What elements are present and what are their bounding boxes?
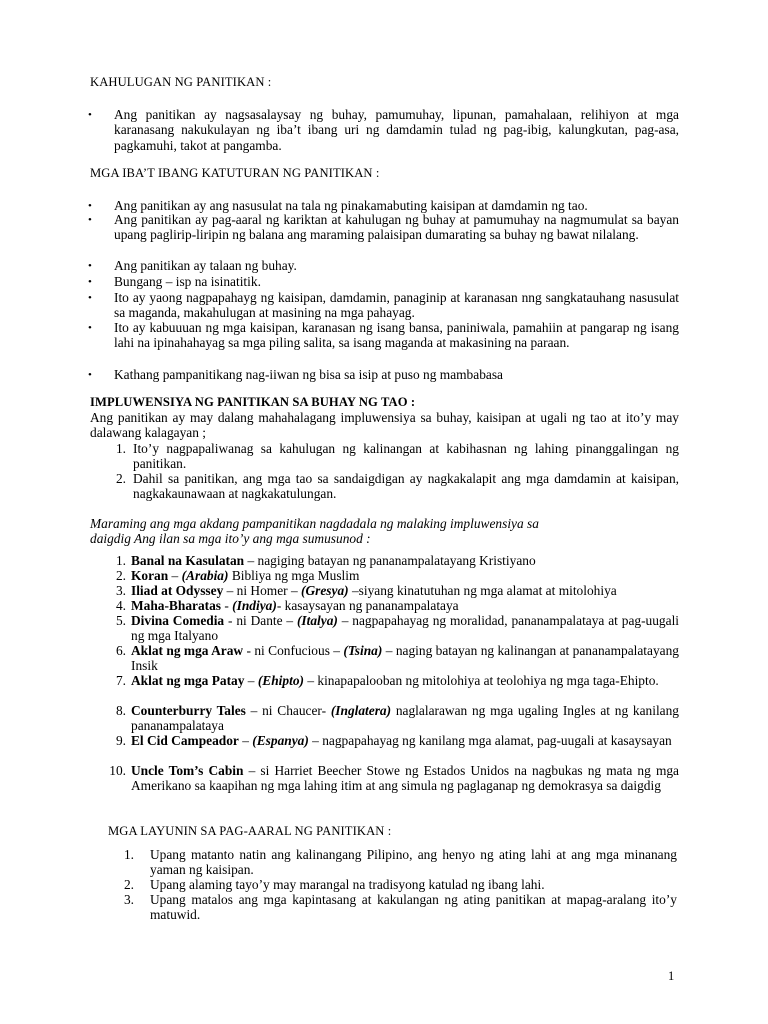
list-number: 4.	[115, 598, 126, 613]
akda-description: ni Confucious –	[254, 643, 344, 658]
list-number: 1.	[123, 847, 134, 862]
layunin-item: Upang matanto natin ang kalinangang Pilipino, ang henyo ng ating lahi at ang mga minanang yaman ng kaisipan.	[150, 847, 677, 878]
list-number: 8.	[115, 703, 126, 718]
akda-item	[131, 568, 679, 583]
list-number: 5.	[115, 613, 126, 628]
katuturan-item: Ang panitikan ay ang nasusulat na tala ng pinakamabuting kaisipan at damdamin ng tao.	[114, 198, 588, 213]
list-number: 6.	[115, 643, 126, 658]
akda-separator: -	[243, 643, 255, 658]
akda-origin: (Ehipto)	[257, 673, 304, 688]
akda-item	[131, 643, 679, 674]
akda-separator: –	[245, 703, 263, 718]
list-number: 1.	[115, 553, 126, 568]
akda-separator: –	[238, 733, 253, 748]
layunin-item: Upang alaming tayo’y may marangal na tradisyong katulad ng ibang lahi.	[150, 877, 545, 892]
akda-item	[131, 598, 679, 613]
akda-title: Maha-Bharatas	[131, 598, 222, 613]
heading-katuturan: MGA IBA’T IBANG KATUTURAN NG PANITIKAN :	[90, 166, 380, 180]
list-number: 9.	[115, 733, 126, 748]
akda-title: Iliad at Odyssey	[131, 583, 224, 598]
katuturan-item: Ang panitikan ay pag-aaral ng kariktan at kahulugan ng buhay at pamumuhay na nagmumulat sa bayan upang paglirip-liripin ng balana ang maraming palaisipan dumarating sa buhay ng bawat nilalang.	[114, 212, 679, 243]
layunin-item: Upang matalos ang mga kapintasang at kakulangan ng ating panitikan at mapag-aralang ito’y matuwid.	[150, 892, 677, 923]
bullet-icon: •	[88, 109, 92, 121]
list-number: 1.	[115, 441, 126, 456]
katuturan-item: Bungang – isp na isinatitik.	[114, 274, 261, 289]
akda-origin: (Espanya)	[252, 733, 309, 748]
list-number: 3.	[123, 892, 134, 907]
akda-item	[131, 763, 679, 794]
akda-origin: (Arabia)	[181, 568, 229, 583]
page-number: 1	[668, 969, 675, 983]
impluwensiya-intro: Ang panitikan ay may dalang mahahalagang impluwensiya sa buhay, kaisipan at ugali ng tao at ito’y may dalawang kalagayan ;	[90, 410, 679, 441]
akda-description: - kasaysayan ng pananampalataya	[276, 598, 459, 613]
heading-layunin: MGA LAYUNIN SA PAG-AARAL NG PANITIKAN :	[108, 824, 392, 838]
akda-description: nagiging batayan ng pananampalatayang Kristiyano	[257, 553, 536, 568]
akda-item	[131, 613, 679, 644]
akda-separator: –	[243, 763, 261, 778]
bullet-icon: •	[88, 200, 92, 212]
akda-title: Aklat ng mga Araw	[131, 643, 244, 658]
akda-intro-line1: Maraming ang mga akdang pampanitikan nagdadala ng malaking impluwensiya sa	[90, 516, 539, 531]
list-number: 3.	[115, 583, 126, 598]
akda-title: Divina Comedia	[131, 613, 225, 628]
heading-kahulugan: KAHULUGAN NG PANITIKAN :	[90, 75, 272, 89]
list-number: 7.	[115, 673, 126, 688]
list-number: 2.	[123, 877, 134, 892]
akda-origin: (Indiya)	[232, 598, 277, 613]
akda-separator: -	[221, 598, 233, 613]
bullet-icon: •	[88, 292, 92, 304]
akda-description: naglalarawan ng mga ugaling Ingles at ng kanilang pananampalataya	[131, 703, 680, 734]
akda-separator: –	[244, 673, 258, 688]
akda-intro-line2: daigdig Ang ilan sa mga ito’y ang mga sumusunod :	[90, 531, 371, 546]
akda-title: Koran	[131, 568, 169, 583]
akda-separator: –	[244, 553, 258, 568]
bullet-icon: •	[88, 276, 92, 288]
impluwensiya-item: Ito’y nagpapaliwanag sa kahulugan ng kalinangan at kabihasnan ng lahing pinanggalingan ng panitikan.	[133, 441, 679, 472]
bullet-icon: •	[88, 214, 92, 226]
list-number: 2.	[115, 471, 126, 486]
akda-item	[131, 703, 679, 734]
katuturan-item: Kathang pampanitikang nag-iiwan ng bisa sa isip at puso ng mambabasa	[114, 367, 503, 382]
akda-description: – nagpapahayag ng moralidad, pananampalataya at pag-uugali ng mga Italyano	[131, 613, 680, 644]
list-number: 10.	[109, 763, 126, 778]
katuturan-item: Ang panitikan ay talaan ng buhay.	[114, 258, 297, 273]
bullet-icon: •	[88, 260, 92, 272]
akda-description: – naging batayan ng kalinangan at pananampalatayang Insik	[131, 643, 679, 674]
akda-title: Uncle Tom’s Cabin	[131, 763, 244, 778]
akda-description: – kinapapalooban ng mitolohiya at teolohiya ng mga taga-Ehipto.	[303, 673, 659, 688]
akda-title: Counterburry Tales	[131, 703, 246, 718]
katuturan-item: Ito ay kabuuuan ng mga kaisipan, karanasan ng isang bansa, paniniwala, pamahiin at pangarap ng isang lahi na ipinahahayag sa mga piling salita, sa isang maganda at makasining na paraan.	[114, 320, 679, 351]
akda-item	[131, 553, 679, 568]
akda-item	[131, 733, 679, 748]
akda-description: si Harriet Beecher Stowe ng Estados Unidos na nagbukas ng mata ng mga Amerikano sa kaapihan ng mga lahing itim at ang simula ng paglaganap ng demokrasya sa daigdig	[131, 763, 679, 794]
impluwensiya-item: Dahil sa panitikan, ang mga tao sa sandaigdigan ay nagkakalapit ang mga damdamin at kaisipan, nagkakaunawaan at nagkakatulungan.	[133, 471, 679, 502]
akda-title: Aklat ng mga Patay	[131, 673, 245, 688]
akda-description: ni Chaucer-	[262, 703, 331, 718]
akda-origin: (Inglatera)	[330, 703, 392, 718]
list-number: 2.	[115, 568, 126, 583]
akda-description: ni Dante –	[236, 613, 297, 628]
akda-description: –siyang kinatutuhan ng mga alamat at mitolohiya	[348, 583, 617, 598]
akda-separator: -	[224, 613, 237, 628]
akda-origin: (Italya)	[296, 613, 338, 628]
akda-origin: (Tsina)	[343, 643, 383, 658]
akda-description: Bibliya ng mga Muslim	[228, 568, 360, 583]
bullet-icon: •	[88, 322, 92, 334]
kahulugan-item: Ang panitikan ay nagsasalaysay ng buhay, pamumuhay, lipunan, pamahalaan, relihiyon at mga karanasang nakukulayan ng iba’t ibang uri ng damdamin tulad ng pag-ibig, kalungkutan, pag-asa, pagkamuhi, takot at pangamba.	[114, 107, 679, 153]
akda-description: – nagpapahayag ng kanilang mga alamat, pag-uugali at kasaysayan	[308, 733, 672, 748]
akda-item	[131, 673, 679, 688]
heading-impluwensiya: IMPLUWENSIYA NG PANITIKAN SA BUHAY NG TAO :	[90, 395, 416, 409]
akda-separator: –	[168, 568, 182, 583]
akda-item	[131, 583, 679, 598]
katuturan-item: Ito ay yaong nagpapahayg ng kaisipan, damdamin, panaginip at karanasan nng sangkatauhang nasusulat sa maganda, makahulugan at masining na mga pahayag.	[114, 290, 679, 321]
akda-description: ni Homer –	[236, 583, 301, 598]
akda-separator: –	[223, 583, 237, 598]
akda-title: Banal na Kasulatan	[131, 553, 245, 568]
akda-title: El Cid Campeador	[131, 733, 239, 748]
akda-origin: (Gresya)	[301, 583, 349, 598]
bullet-icon: •	[88, 369, 92, 381]
